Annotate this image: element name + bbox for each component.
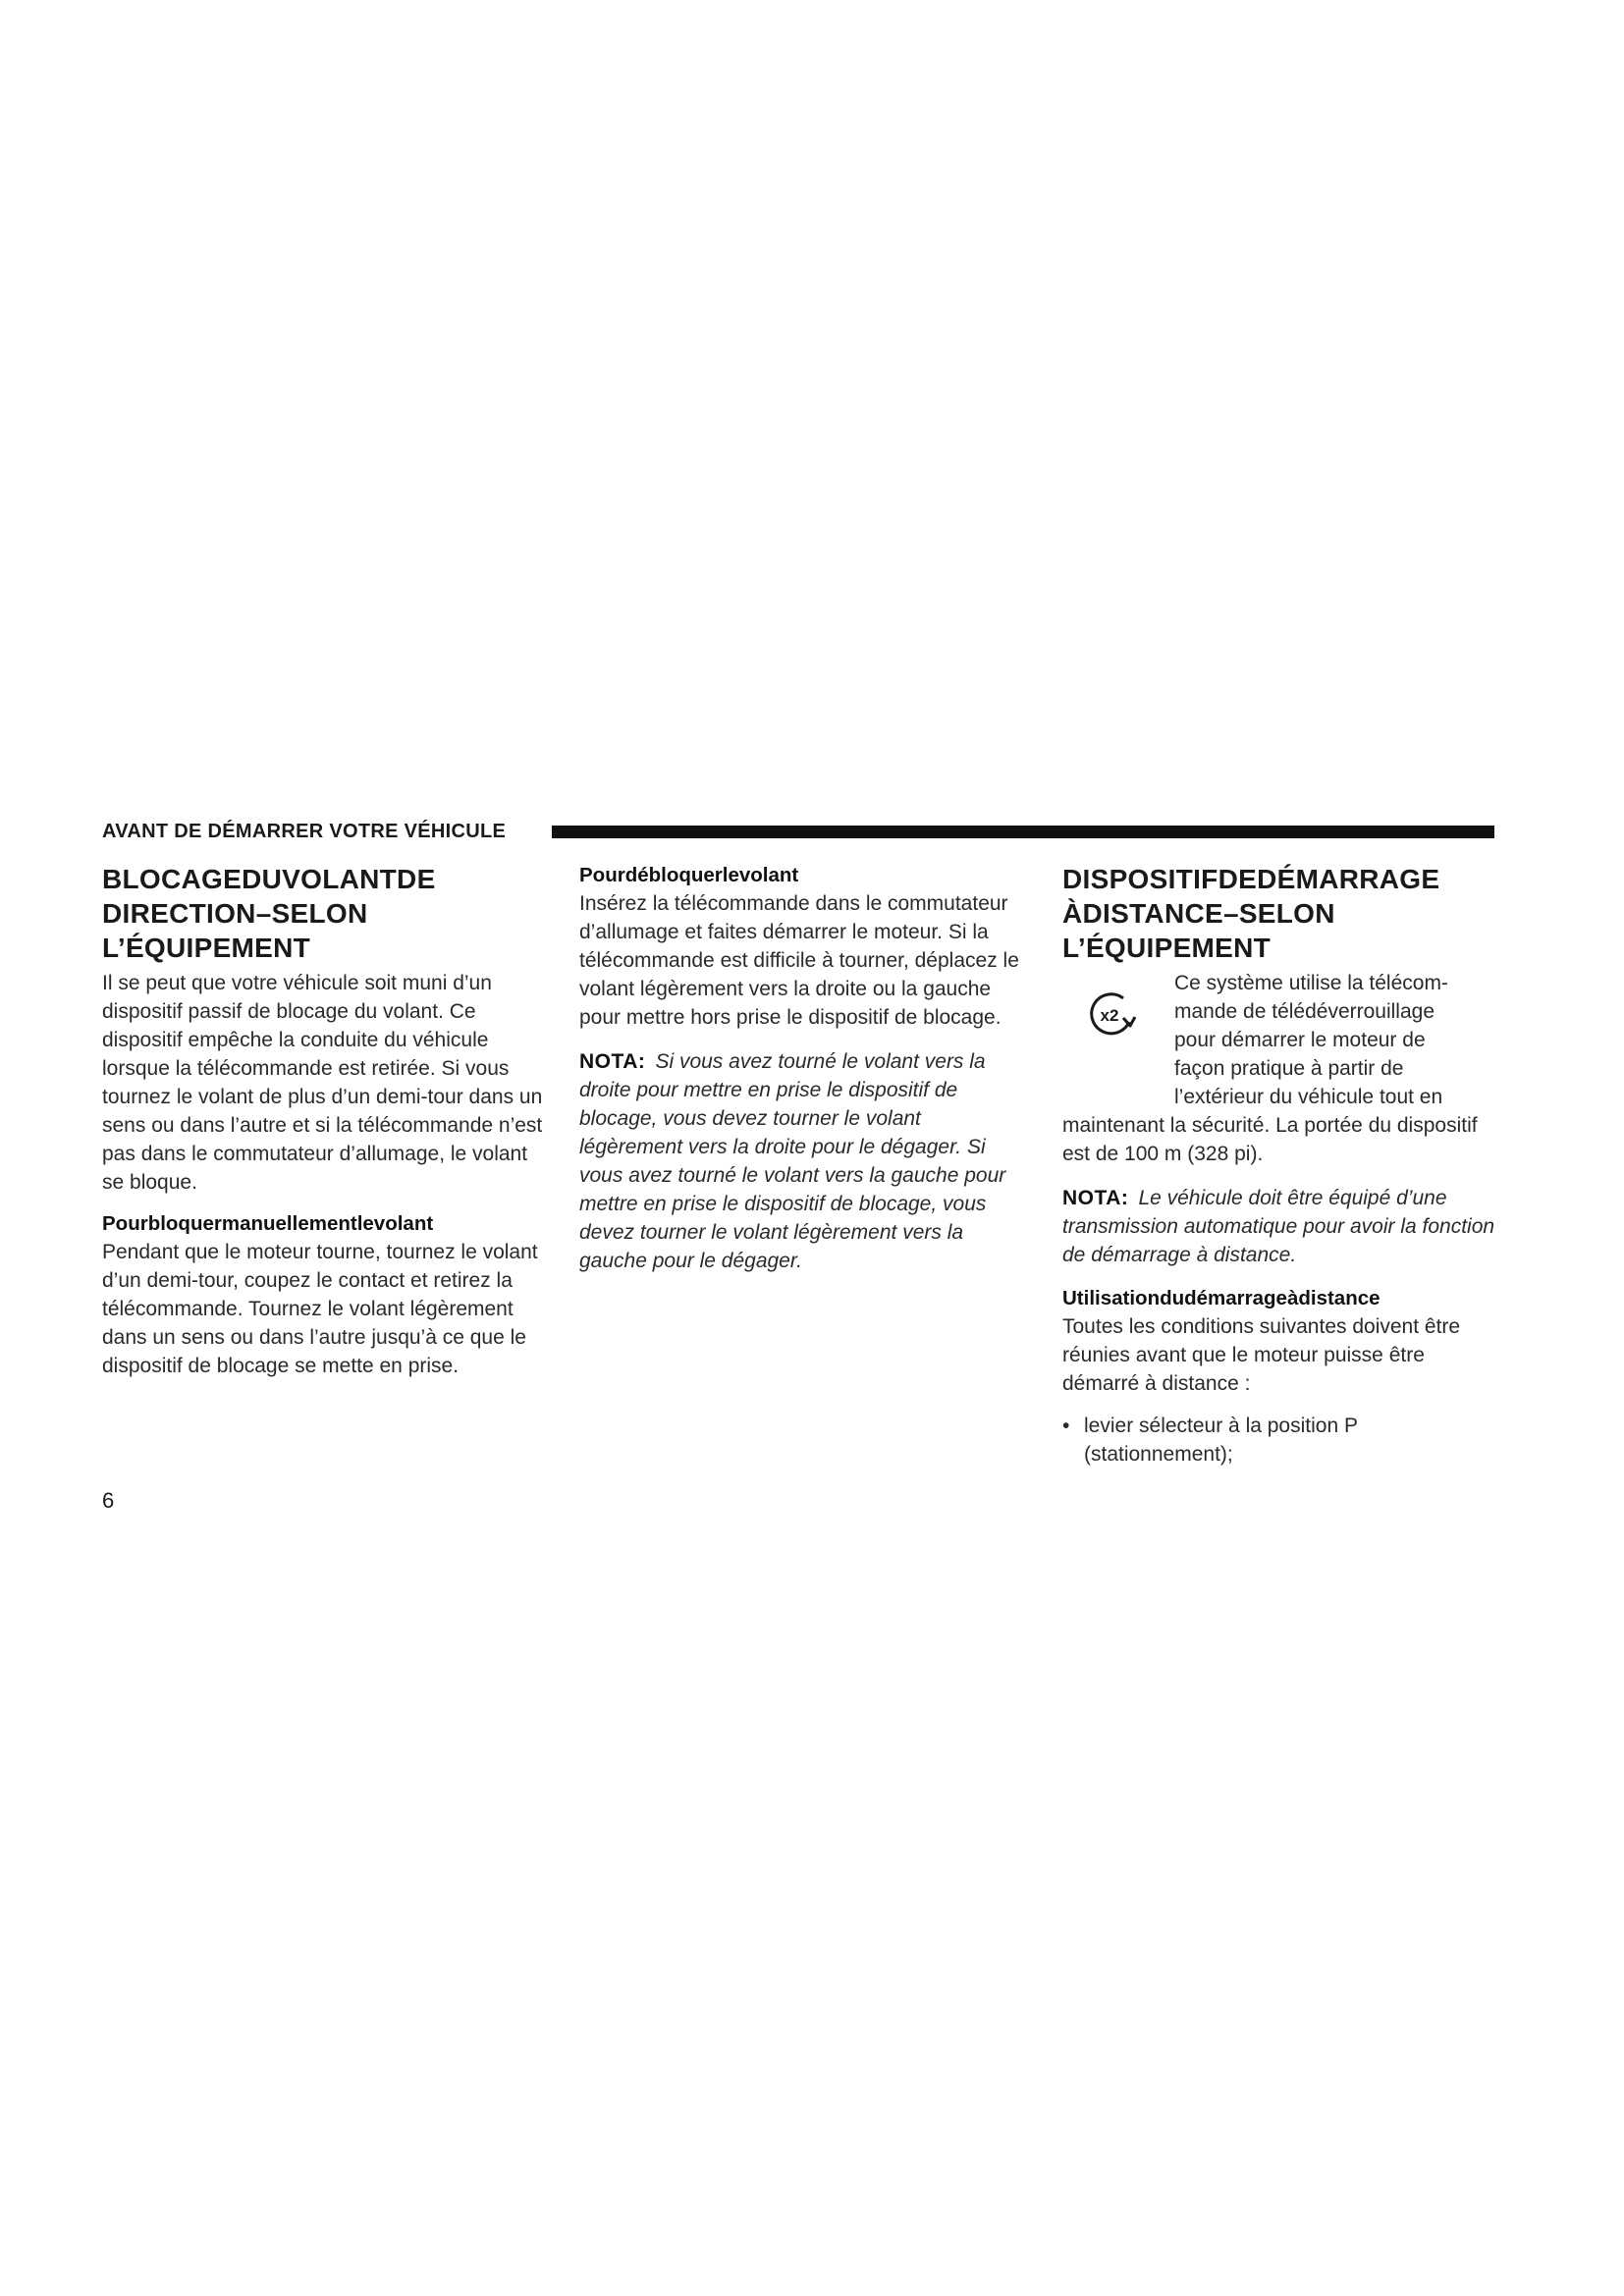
middle-column bbox=[579, 862, 1021, 1275]
remote-start-usage-body: Toutes les conditions suivantes doivent être réunies avant que le moteur puisse être démarré à distance : bbox=[1062, 1315, 1461, 1395]
manual-lock-body: Pendant que le moteur tourne, tournez le volant d’un demi-tour, coupez le contact et retirez la télécommande. Tournez le volant légèrement dans un sens ou dans l’autre jusqu’à ce que le dispositif de blocage se mette en prise. bbox=[102, 1241, 538, 1377]
remote-start-intro-cont: maintenant la sécurité. La portée du dispositif est de 100 m (328 pi). bbox=[1062, 1114, 1478, 1165]
remote-start-title bbox=[1062, 862, 1504, 965]
remote-intro-line-2: mande de télédéverrouillage bbox=[1174, 1000, 1435, 1023]
unlock-note bbox=[579, 1047, 1021, 1275]
remote-start-intro bbox=[1174, 969, 1504, 1111]
remote-intro-line-4: façon pratique à partir de bbox=[1174, 1057, 1404, 1080]
unlock-body: Insérez la télécommande dans le commutateur d’allumage et faites démarrer le moteur. Si la télécommande est difficile à tourner, déplacez le volant légèrement vers la droite ou la gauche pour mettre hors prise le dispositif de blocage. bbox=[579, 892, 1019, 1029]
header-title: AVANT DE DÉMARRER VOTRE VÉHICULE bbox=[102, 821, 507, 842]
page-number: 6 bbox=[102, 1488, 115, 1513]
bullet-icon: • bbox=[1062, 1415, 1070, 1437]
remote-start-x2-icon bbox=[1084, 988, 1139, 1043]
remote-start-intro-block bbox=[1062, 969, 1504, 1168]
remote-start-title-line-2: ÀDISTANCE–SELON bbox=[1062, 898, 1335, 929]
unlock-subhead: Pourdébloquerlevolant bbox=[579, 864, 799, 886]
note-label: NOTA: bbox=[579, 1050, 646, 1073]
steering-lock-title-line-2: DIRECTION–SELON bbox=[102, 898, 368, 929]
note-label: NOTA: bbox=[1062, 1187, 1129, 1209]
list-item bbox=[1062, 1412, 1504, 1468]
bullet-text: levier sélecteur à la position P (stationnement); bbox=[1084, 1415, 1358, 1466]
steering-lock-title bbox=[102, 862, 548, 965]
remote-intro-line-3: pour démarrer le moteur de bbox=[1174, 1029, 1426, 1051]
remote-start-title-line-3: L’ÉQUIPEMENT bbox=[1062, 933, 1272, 963]
remote-intro-line-1: Ce système utilise la télécom- bbox=[1174, 972, 1448, 994]
steering-lock-title-line-3: L’ÉQUIPEMENT bbox=[102, 933, 311, 963]
remote-intro-line-5: l’extérieur du véhicule tout en bbox=[1174, 1086, 1443, 1108]
remote-start-note bbox=[1062, 1184, 1504, 1269]
right-column bbox=[1062, 862, 1504, 1468]
remote-start-usage-subhead: Utilisationdudémarrageàdistance bbox=[1062, 1287, 1380, 1309]
note-text: Si vous avez tourné le volant vers la droite pour mettre en prise le dispositif de blocage, vous devez tourner le volant légèrement vers la droite pour le dégager. Si vous avez tourné le volant vers la gauche pour mettre en prise le dispositif de blocage, vous devez tourner le volant légèrement vers la gauche pour le dégager. bbox=[579, 1050, 1006, 1272]
steering-lock-title-line-1: BLOCAGEDUVOLANTDE bbox=[102, 864, 436, 894]
header-rule bbox=[552, 826, 1494, 838]
remote-start-title-line-1: DISPOSITIFDEDÉMARRAGE bbox=[1062, 864, 1440, 894]
manual-lock-subhead: Pourbloquermanuellementlevolant bbox=[102, 1212, 434, 1235]
icon-label: x2 bbox=[1100, 1006, 1119, 1025]
note-text: Le véhicule doit être équipé d’une transmission automatique pour avoir la fonction de démarrage à distance. bbox=[1062, 1187, 1495, 1266]
steering-lock-intro: Il se peut que votre véhicule soit muni d’un dispositif passif de blocage du volant. Ce dispositif empêche la conduite du véhicule lorsque la télécommande est retirée. Si vous tournez le volant de plus d’un demi-tour dans un sens ou dans l’autre et si la télécommande n’est pas dans le commutateur d’allumage, le volant se bloque. bbox=[102, 972, 543, 1194]
left-column bbox=[102, 862, 548, 1380]
page-header bbox=[102, 817, 1494, 846]
